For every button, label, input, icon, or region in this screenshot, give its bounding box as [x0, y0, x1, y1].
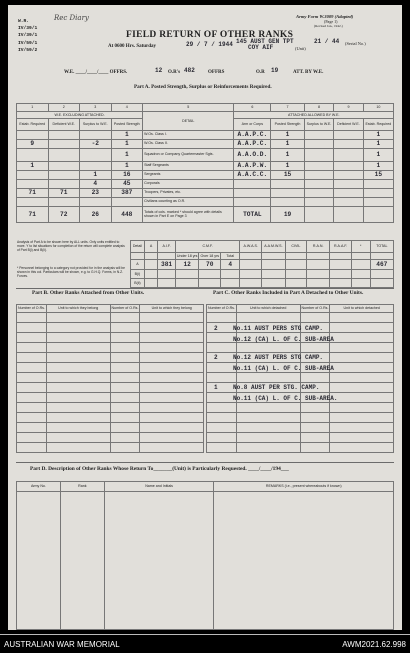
ruled-cell [110, 333, 140, 343]
ruled-cell [46, 333, 110, 343]
ruled-cell [140, 423, 204, 433]
ruled-cell [140, 413, 204, 423]
row-cell [363, 189, 393, 198]
part-c-rows [207, 313, 394, 453]
ruled-cell [140, 393, 204, 403]
ruled-row [207, 373, 394, 383]
ruled-cell [330, 373, 394, 383]
ruled-cell [46, 403, 110, 413]
ruled-cell [17, 393, 47, 403]
row-cell [334, 131, 363, 140]
we-line: W.E. ____/____/____ OFFRS. [64, 70, 128, 75]
part-c-entry-2-line-1: No.12 AUST PERS STG CAMP. [233, 354, 324, 361]
column-number-row: 1 2 3 4 5 6 7 8 9 10 [17, 104, 394, 112]
ruled-cell [46, 423, 110, 433]
row-cell [363, 180, 393, 189]
row-cell [334, 189, 363, 198]
ruled-cell [236, 433, 300, 443]
ruled-cell [300, 433, 330, 443]
ruled-cell [110, 393, 140, 403]
row-cell [48, 198, 80, 207]
ruled-cell [300, 343, 330, 353]
ruled-cell [330, 343, 394, 353]
ruled-row [17, 383, 204, 393]
row-cell [48, 149, 80, 162]
row-cell: 1 [363, 140, 393, 149]
analysis-row-bi: B(i) [131, 270, 394, 279]
ruled-row [207, 403, 394, 413]
row-cell [304, 131, 333, 140]
ruled-row [207, 343, 394, 353]
part-b-rows [17, 313, 204, 453]
row-cell: 16 [111, 171, 143, 180]
part-c-entry-1-line-2: No.12 (CA) L. OF C. SUB-AREA [233, 336, 334, 343]
ruled-cell [17, 383, 47, 393]
ruled-cell [236, 443, 300, 453]
row-cell [17, 171, 49, 180]
row-cell: 1 [111, 140, 143, 149]
ruled-cell [46, 383, 110, 393]
ruled-cell [110, 313, 140, 323]
ruled-cell [300, 423, 330, 433]
ruled-cell [236, 413, 300, 423]
part-d-header-row: Army No. Rank Name and Initials REMARKS (i.e., present whereabouts if known) [17, 482, 394, 492]
ruled-cell [236, 343, 300, 353]
row-cell [334, 171, 363, 180]
row-cell: A.A.P.C. [234, 140, 271, 149]
part-a-row [17, 189, 394, 198]
ruled-cell [17, 363, 47, 373]
row-cell [80, 131, 112, 140]
ruled-cell [140, 313, 204, 323]
ruled-cell [140, 323, 204, 333]
ruled-cell [140, 403, 204, 413]
footer [0, 637, 410, 653]
part-a-row [17, 149, 394, 162]
row-detail: Staff Sergeants [143, 162, 234, 171]
row-detail: Civilians counting as O.R. [143, 198, 234, 207]
offrs2-label: OFFRS [208, 70, 225, 75]
ruled-cell [207, 333, 237, 343]
or2-label: O.R [256, 70, 265, 75]
row-detail: W.Os. Class II. [143, 140, 234, 149]
ruled-cell [236, 423, 300, 433]
ruled-cell [330, 423, 394, 433]
row-cell [304, 189, 333, 198]
row-detail: W.Os. Class I. [143, 131, 234, 140]
row-cell [363, 198, 393, 207]
row-cell: 1 [271, 149, 305, 162]
ruled-cell [207, 443, 237, 453]
row-cell [234, 180, 271, 189]
row-detail: Sergeants [143, 171, 234, 180]
ruled-cell [110, 423, 140, 433]
we-other-ranks: 482 [184, 67, 195, 74]
row-cell: 1 [80, 171, 112, 180]
ruled-cell [46, 363, 110, 373]
return-date: 29 / 7 / 1944 [186, 41, 233, 48]
part-a-row [17, 171, 394, 180]
analysis-row-a: A 381 12 70 4 467 [131, 260, 394, 270]
analysis-subheader-row: Under 18 yrs Over 18 yrs Total [131, 253, 394, 260]
divider-d [16, 462, 394, 463]
ruled-cell [140, 343, 204, 353]
part-a-title: Part A. Posted Strength, Surplus or Reinforcements Required. [134, 84, 272, 90]
part-a-row [17, 162, 394, 171]
row-cell: 23 [80, 189, 112, 198]
ruled-cell [110, 403, 140, 413]
ruled-row [17, 343, 204, 353]
row-cell [48, 171, 80, 180]
row-cell [80, 198, 112, 207]
part-c-entry-2-number: 2 [214, 354, 218, 361]
row-cell: 1 [363, 131, 393, 140]
ruled-cell [207, 423, 237, 433]
row-cell [304, 140, 333, 149]
ruled-cell [300, 413, 330, 423]
ruled-cell [207, 393, 237, 403]
part-b-title: Part B. Other Ranks Attached from Other Units. [32, 290, 145, 296]
ruled-cell [17, 323, 47, 333]
or-label: O.R's [168, 70, 181, 75]
ruled-cell [110, 373, 140, 383]
row-cell [48, 140, 80, 149]
row-cell [80, 162, 112, 171]
part-d-title: Part D. Description of Other Ranks Whose Return To_______(Unit) is Particularly Requested. ____/____/194___ [30, 466, 289, 472]
ruled-cell [330, 393, 394, 403]
ruled-cell [207, 363, 237, 373]
we-officers: 12 [155, 67, 163, 74]
row-cell: A.A.P.C. [234, 131, 271, 140]
row-cell [271, 198, 305, 207]
serial-number: 21 / 44 [314, 38, 340, 45]
row-cell: 1 [271, 131, 305, 140]
ruled-row [17, 443, 204, 453]
row-cell [334, 198, 363, 207]
ruled-cell [236, 403, 300, 413]
ruled-cell [330, 383, 394, 393]
row-cell [17, 180, 49, 189]
part-c-entry-1-line-1: No.11 AUST PERS STG CAMP. [233, 325, 324, 332]
ruled-cell [17, 403, 47, 413]
ruled-cell [46, 343, 110, 353]
ruled-row [17, 313, 204, 323]
column-header-row: Estab. Required Deficient W.E. Surplus to W.E. Posted Strength Arm or Corps Posted Strength Surplus to W.E. Deficient W.E. Estab. Required [17, 119, 394, 131]
row-cell [304, 149, 333, 162]
ruled-cell [46, 413, 110, 423]
ruled-cell [140, 373, 204, 383]
ruled-cell [46, 323, 110, 333]
part-c-entry-3-number: 1 [214, 384, 218, 391]
ruled-row [17, 393, 204, 403]
row-cell: 4 [80, 180, 112, 189]
ruled-cell [110, 343, 140, 353]
ruled-cell [17, 343, 47, 353]
ruled-cell [207, 433, 237, 443]
ruled-cell [207, 313, 237, 323]
row-cell: 15 [271, 171, 305, 180]
ruled-cell [17, 373, 47, 383]
row-cell [334, 140, 363, 149]
ruled-row [17, 403, 204, 413]
analysis-table [130, 240, 394, 288]
part-a-row [17, 198, 394, 207]
ruled-cell [17, 413, 47, 423]
ruled-cell [300, 403, 330, 413]
ruled-row [17, 413, 204, 423]
row-cell: 387 [111, 189, 143, 198]
part-c-title: Part C. Other Ranks Included in Part A Detached to Other Units. [213, 290, 364, 296]
ruled-cell [207, 383, 237, 393]
row-cell [304, 162, 333, 171]
row-cell [17, 198, 49, 207]
analysis-note-2: * Personnel belonging to a category not provided for in the analysis will be shown in this col. Particulars will be shown, e.g. to G.H.Q. Forms, in N.Z. Forces. [17, 266, 125, 278]
ruled-row [17, 333, 204, 343]
row-cell: 1 [271, 140, 305, 149]
unit-name-2: COY AIF [248, 44, 274, 51]
analysis-row-bii: B(ii) [131, 279, 394, 288]
part-a-table [16, 103, 394, 223]
ruled-cell [110, 433, 140, 443]
ruled-cell [330, 443, 394, 453]
ruled-cell [300, 443, 330, 453]
analysis-header-row: Detail A A.I.F. C.M.F. A.W.A.S. A.A.M.W.S. CIVIL R.A.N. R.A.A.F. * TOTAL [131, 241, 394, 253]
row-cell [271, 189, 305, 198]
row-cell: 1 [111, 131, 143, 140]
ruled-cell [207, 343, 237, 353]
ruled-cell [46, 393, 110, 403]
ruled-cell [110, 383, 140, 393]
row-cell [17, 149, 49, 162]
part-b-table [16, 304, 204, 453]
row-cell: 1 [363, 149, 393, 162]
footer-institution: AUSTRALIAN WAR MEMORIAL [4, 640, 120, 649]
row-cell [234, 189, 271, 198]
ruled-cell [46, 433, 110, 443]
footer-rule [0, 634, 410, 635]
row-cell: 1 [363, 162, 393, 171]
ruled-cell [140, 443, 204, 453]
row-cell: 45 [111, 180, 143, 189]
attached-other-ranks: 19 [271, 67, 279, 74]
row-cell [48, 162, 80, 171]
row-cell: 71 [48, 189, 80, 198]
part-d-body-row [17, 492, 394, 630]
row-cell: A.A.P.W. [234, 162, 271, 171]
row-cell [234, 198, 271, 207]
ruled-cell [330, 353, 394, 363]
ruled-row [207, 443, 394, 453]
row-cell: 9 [17, 140, 49, 149]
ruled-row [207, 423, 394, 433]
row-cell [48, 131, 80, 140]
part-a-row [17, 140, 394, 149]
ruled-cell [330, 323, 394, 333]
ruled-cell [236, 313, 300, 323]
part-a-rows [17, 131, 394, 207]
row-cell: 1 [111, 162, 143, 171]
ruled-row [17, 433, 204, 443]
ruled-cell [110, 413, 140, 423]
ruled-cell [110, 443, 140, 453]
ruled-cell [17, 433, 47, 443]
part-a-total-row: 71 72 26 448 Totals of cols. marked * should agree with details shown in Part E on Page 3 TOTAL 19 [17, 207, 394, 223]
row-cell [334, 162, 363, 171]
part-a-row [17, 131, 394, 140]
ruled-cell [236, 373, 300, 383]
unit-label: (Unit) [295, 46, 306, 51]
file-codes: W.R. IV/39/1 IV/39/1 IV/59/1 IV/59/2 [18, 19, 38, 53]
row-cell [304, 198, 333, 207]
ruled-cell [17, 423, 47, 433]
ruled-row [17, 373, 204, 383]
ruled-cell [207, 353, 237, 363]
footer-accession-number: AWM2021.62.998 [342, 640, 406, 649]
ruled-cell [330, 403, 394, 413]
ruled-cell [330, 433, 394, 443]
ruled-cell [207, 413, 237, 423]
ruled-cell [140, 363, 204, 373]
row-detail: Squadron or Company Quartermaster Sgts. [143, 149, 234, 162]
ruled-row [207, 313, 394, 323]
ruled-cell [17, 353, 47, 363]
handwritten-note: Rec Diary [54, 14, 89, 22]
form-sheet [8, 5, 402, 630]
row-cell: 1 [17, 162, 49, 171]
ruled-cell [330, 333, 394, 343]
row-cell [304, 180, 333, 189]
form-title: FIELD RETURN OF OTHER RANKS [126, 30, 294, 40]
att-label: ATT. BY W.E. [293, 70, 324, 75]
form-reference: Army Form W.3009 (Adapted) [296, 14, 354, 19]
ruled-cell [17, 313, 47, 323]
part-d-table [16, 481, 394, 630]
ruled-cell [46, 443, 110, 453]
ruled-row [17, 353, 204, 363]
ruled-row [17, 323, 204, 333]
row-cell: -2 [80, 140, 112, 149]
part-a-row [17, 180, 394, 189]
part-c-entry-3-line-2: No.11 (CA) L. OF C. SUB-AREA. [233, 395, 338, 402]
form-revision: (Revised Jan., 1942.) [314, 24, 343, 28]
at-hours-line: At 0600 Hrs. Saturday [108, 44, 157, 49]
ruled-cell [300, 313, 330, 323]
row-cell [17, 131, 49, 140]
ruled-cell [330, 313, 394, 323]
row-cell: 1 [111, 149, 143, 162]
ruled-cell [46, 373, 110, 383]
ruled-row [207, 413, 394, 423]
ruled-cell [207, 323, 237, 333]
row-cell [304, 171, 333, 180]
ruled-row [17, 363, 204, 373]
part-c-entry-3-line-1: No.8 AUST PER STG. CAMP. [233, 384, 320, 391]
ruled-cell [330, 363, 394, 373]
ruled-cell [110, 323, 140, 333]
row-cell [80, 149, 112, 162]
ruled-row [207, 433, 394, 443]
part-c-entry-2-line-2: No.11 (CA) L. OF C. SUB-AREA [233, 365, 334, 372]
ruled-cell [46, 313, 110, 323]
page-reference: (Page 1) [324, 19, 338, 24]
ruled-cell [140, 383, 204, 393]
ruled-cell [140, 433, 204, 443]
row-cell: A.A.O.D. [234, 149, 271, 162]
ruled-cell [207, 373, 237, 383]
ruled-row [17, 423, 204, 433]
row-cell: 15 [363, 171, 393, 180]
ruled-cell [110, 353, 140, 363]
ruled-cell [140, 333, 204, 343]
serial-label: (Serial No.) [345, 41, 366, 46]
ruled-cell [46, 353, 110, 363]
row-cell [48, 180, 80, 189]
row-detail: Corporals [143, 180, 234, 189]
divider-b [16, 288, 394, 289]
row-cell [111, 198, 143, 207]
ruled-cell [140, 353, 204, 363]
ruled-cell [207, 403, 237, 413]
row-cell [271, 180, 305, 189]
group-header-row: W.E. EXCLUDING ATTACHED. DETAIL ATTACHED ALLOWED BY W.E. [17, 112, 394, 119]
part-c-header-row: Number of O.Rs. Unit to which detached Number of O.Rs. Unit to which detached [207, 305, 394, 313]
ruled-cell [17, 333, 47, 343]
row-cell [334, 180, 363, 189]
row-cell: A.A.C.C. [234, 171, 271, 180]
ruled-cell [300, 373, 330, 383]
ruled-cell [110, 363, 140, 373]
part-c-entry-1-number: 2 [214, 325, 218, 332]
unit-name: 145 AUST GEN TPT [236, 38, 294, 45]
ruled-cell [330, 413, 394, 423]
analysis-note: Analysis of Part A to be shown here by ALL units. Only units entitled to more. Y to list situations for completion of the return will complete analysis of Part B(i) and B(ii). [17, 240, 125, 252]
row-cell: 1 [271, 162, 305, 171]
row-cell: 71 [17, 189, 49, 198]
row-detail: Troopers, Privates, etc. [143, 189, 234, 198]
ruled-cell [17, 443, 47, 453]
row-cell [334, 149, 363, 162]
part-b-header-row: Number of O.Rs. Unit to which they belong Number of O.Rs. Unit to which they belong [17, 305, 204, 313]
